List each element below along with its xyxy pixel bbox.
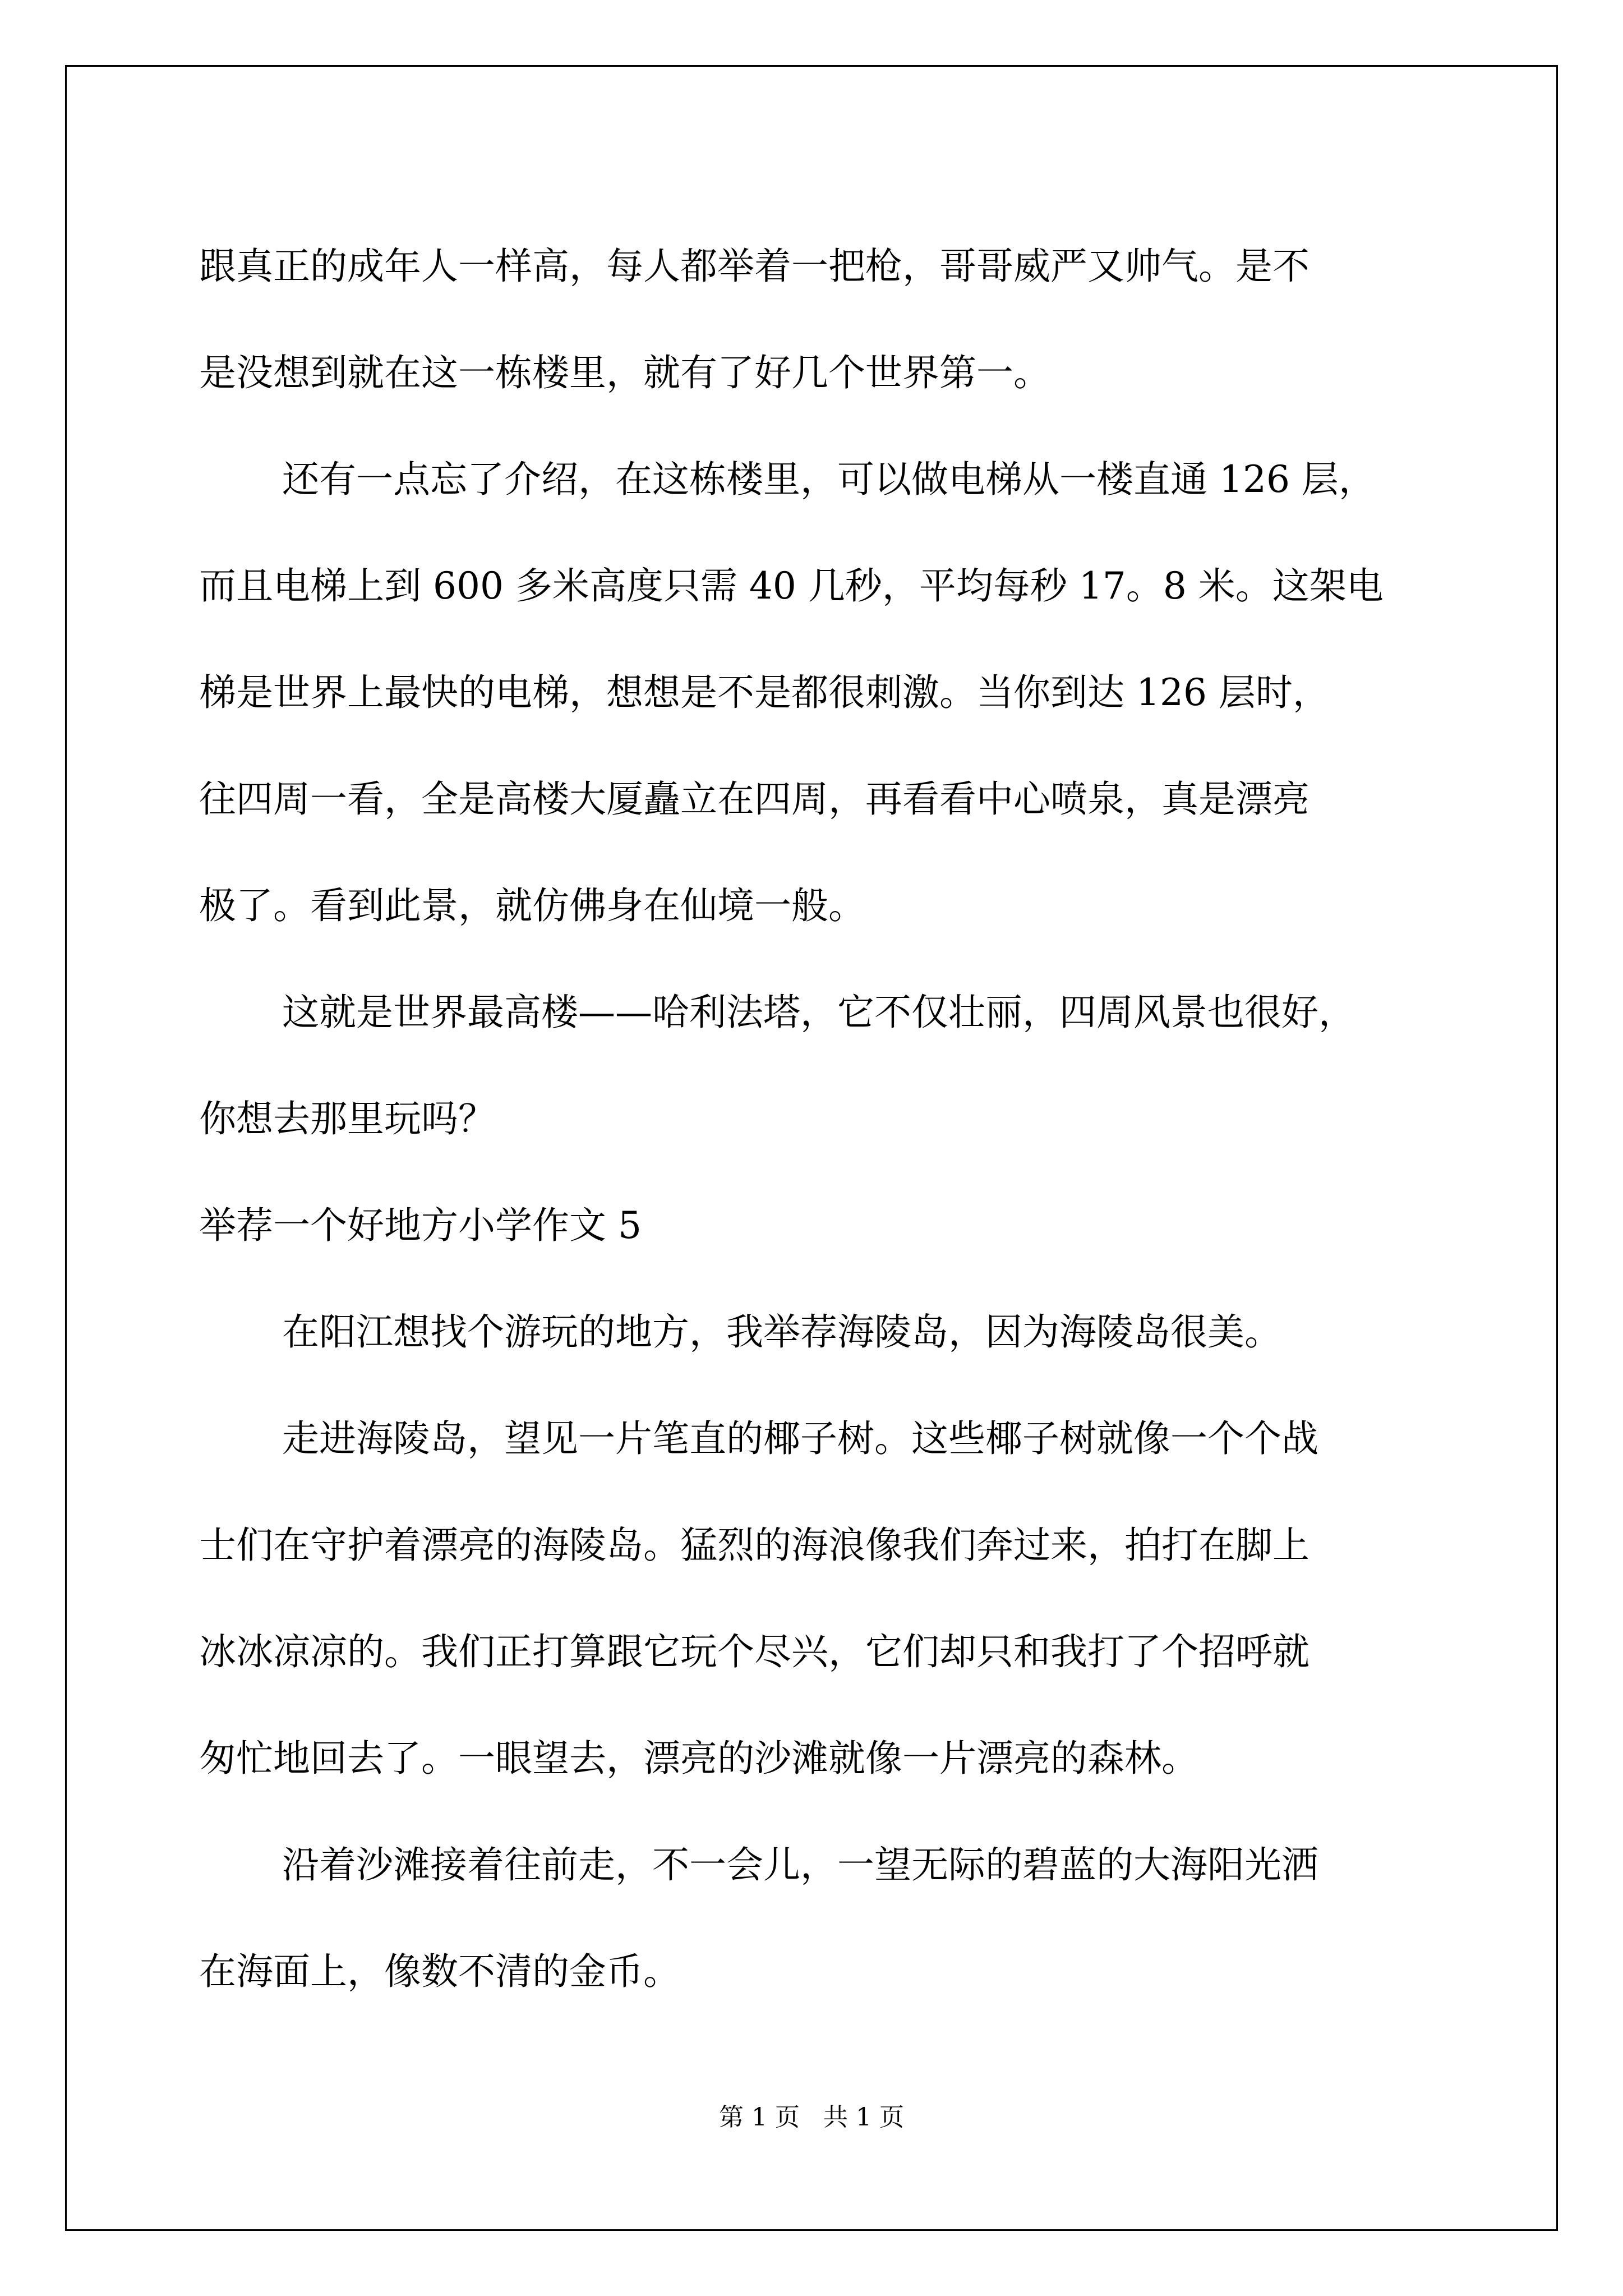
text-line: 冰冰凉凉的。我们正打算跟它玩个尽兴，它们却只和我打了个招呼就: [199, 1630, 1310, 1673]
text-line: 你想去那里玩吗？: [199, 1097, 495, 1140]
document-body: [199, 213, 1433, 2025]
page-footer: [0, 2101, 1623, 2134]
page-number-label: 第 1 页 共 1 页: [719, 2103, 904, 2132]
section-heading: 举荐一个好地方小学作文 5: [199, 1204, 642, 1247]
text-line: 在海面上，像数不清的金币。: [199, 1950, 680, 1993]
text-line: 梯是世界上最快的电梯，想想是不是都很刺激。当你到达 126 层时，: [199, 671, 1330, 714]
text-line: 跟真正的成年人一样高，每人都举着一把枪，哥哥威严又帅气。是不: [199, 245, 1310, 288]
text-line: 是没想到就在这一栋楼里，就有了好几个世界第一。: [199, 351, 1050, 394]
text-line: 极了。看到此景，就仿佛身在仙境一般。: [199, 884, 865, 927]
paragraph-start-line: 这就是世界最高楼——哈利法塔，它不仅壮丽，四周风景也很好，: [282, 991, 1355, 1034]
text-line: 往四周一看，全是高楼大厦矗立在四周，再看看中心喷泉，真是漂亮: [199, 777, 1310, 821]
paragraph-start-line: 还有一点忘了介绍，在这栋楼里，可以做电梯从一楼直通 126 层，: [282, 458, 1376, 501]
paragraph-start-line: 走进海陵岛，望见一片笔直的椰子树。这些椰子树就像一个个战: [282, 1417, 1318, 1460]
paragraph-start-line: 在阳江想找个游玩的地方，我举荐海陵岛，因为海陵岛很美。: [282, 1310, 1281, 1354]
paragraph-start-line: 沿着沙滩接着往前走，不一会儿，一望无际的碧蓝的大海阳光洒: [282, 1843, 1318, 1887]
text-line: 匆忙地回去了。一眼望去，漂亮的沙滩就像一片漂亮的森林。: [199, 1737, 1198, 1780]
text-line: 而且电梯上到 600 多米高度只需 40 几秒，平均每秒 17。8 米。这架电: [199, 564, 1384, 608]
text-line: 士们在守护着漂亮的海陵岛。猛烈的海浪像我们奔过来，拍打在脚上: [199, 1524, 1310, 1567]
